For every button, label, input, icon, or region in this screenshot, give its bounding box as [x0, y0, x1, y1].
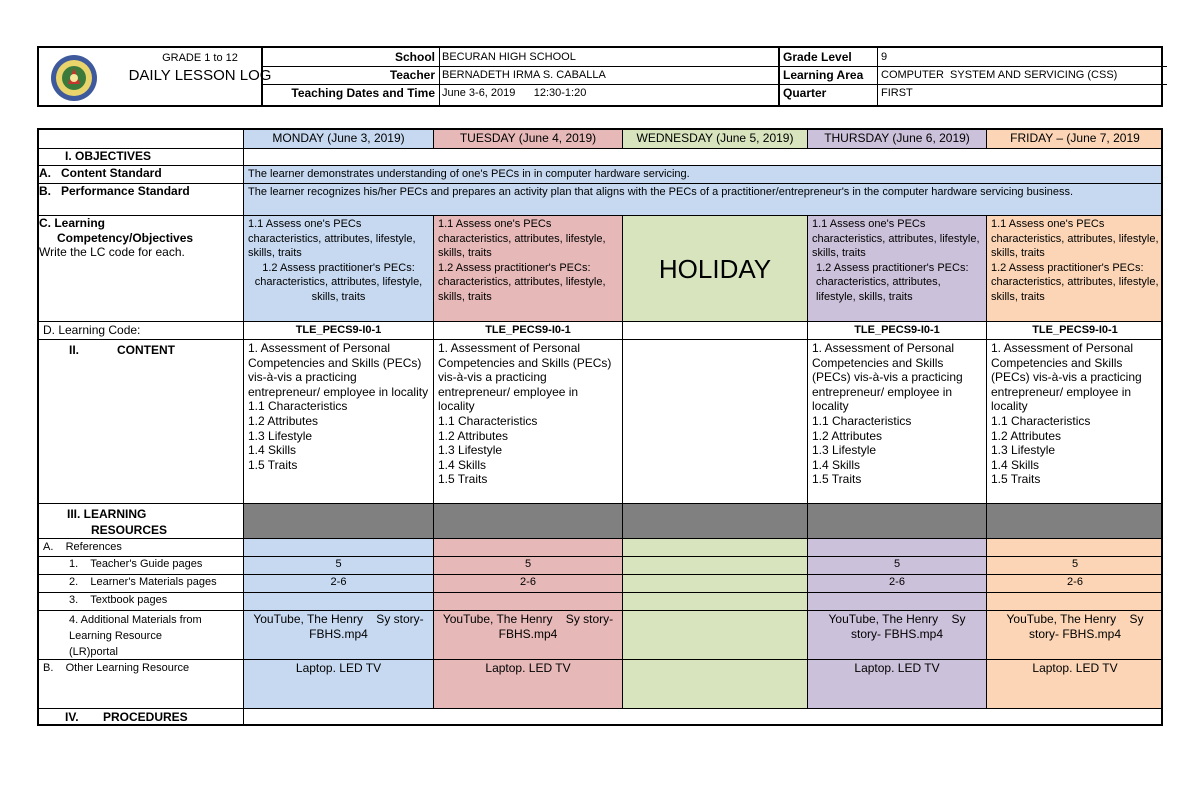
competency-1-1: 1.1 Assess one's PECs characteristics, attributes, lifestyle, skills, traits	[991, 218, 1159, 260]
content-heading-num: II.	[69, 343, 80, 357]
procedures-heading: PROCEDURES	[103, 710, 188, 724]
procedures-heading-cell	[39, 709, 244, 726]
competency-thursday	[808, 216, 987, 322]
other-resource-thursday: Laptop. LED TV	[808, 660, 987, 709]
learning-code-label: D. Learning Code:	[39, 322, 244, 340]
resources-heading-line1: III. LEARNING	[67, 507, 147, 521]
references-label: A. References	[39, 539, 244, 557]
teaching-dates-label: Teaching Dates and Time	[291, 86, 435, 100]
content-line: 1.1 Characteristics	[812, 413, 912, 428]
additional-materials-friday: YouTube, The Henry Sy story- FBHS.mp4	[987, 611, 1163, 660]
procedures-blank	[244, 709, 1163, 726]
grade-level-label: Grade Level	[783, 50, 852, 64]
competency-1-1: 1.1 Assess one's PECs characteristics, attributes, lifestyle, skills, traits	[248, 218, 416, 260]
content-heading-cell	[39, 340, 244, 504]
competency-wednesday	[623, 216, 808, 322]
content-line: 1.3 Lifestyle	[991, 443, 1056, 458]
day-header-tuesday: TUESDAY (June 4, 2019)	[434, 130, 623, 149]
learning-area-value: COMPUTER SYSTEM AND SERVICING (CSS)	[881, 69, 1118, 81]
competency-tuesday	[434, 216, 623, 322]
learners-materials-friday: 2-6	[987, 575, 1163, 593]
teacher-value: BERNADETH IRMA S. CABALLA	[442, 69, 606, 81]
day-header-friday: FRIDAY – (June 7, 2019	[987, 130, 1163, 149]
learners-materials-label: 2. Learner's Materials pages	[39, 575, 244, 593]
corner-cell	[39, 130, 244, 149]
additional-materials-wednesday	[623, 611, 808, 660]
teachers-guide-tuesday: 5	[434, 557, 623, 575]
competency-1-2: 1.2 Assess practitioner's PECs: characteristics, attributes, lifestyle, skills, traits	[438, 261, 606, 303]
learning-code-thursday: TLE_PECS9-I0-1	[808, 322, 987, 340]
additional-materials-thursday: YouTube, The Henry Sy story- FBHS.mp4	[808, 611, 987, 660]
log-title: DAILY LESSON LOG	[128, 67, 272, 84]
competency-label-line1: C. Learning	[39, 216, 106, 230]
content-line: 1.5 Traits	[991, 472, 1041, 487]
learning-code-monday: TLE_PECS9-I0-1	[244, 322, 434, 340]
resources-gray-friday	[987, 504, 1163, 539]
learning-code-friday: TLE_PECS9-I0-1	[987, 322, 1163, 340]
references-tuesday	[434, 539, 623, 557]
content-standard-value: The learner demonstrates understanding of one's PECs in in computer hardware servicing.	[244, 166, 1163, 184]
learners-materials-tuesday: 2-6	[434, 575, 623, 593]
additional-materials-monday: YouTube, The Henry Sy story- FBHS.mp4	[244, 611, 434, 660]
content-line: 1.5 Traits	[248, 457, 298, 472]
quarter-label: Quarter	[783, 86, 827, 100]
day-header-monday: MONDAY (June 3, 2019)	[244, 130, 434, 149]
references-wednesday	[623, 539, 808, 557]
holiday-label: HOLIDAY	[658, 253, 772, 284]
teachers-guide-label: 1. Teacher's Guide pages	[39, 557, 244, 575]
header-info-grid	[261, 48, 1167, 105]
content-thursday	[808, 340, 987, 504]
content-monday	[244, 340, 434, 504]
content-line: 1.2 Attributes	[812, 428, 883, 443]
content-wednesday	[623, 340, 808, 504]
content-standard-label: A. Content Standard	[39, 166, 244, 184]
competency-1-1: 1.1 Assess one's PECs characteristics, attributes, lifestyle, skills, traits	[438, 218, 606, 260]
lesson-log-table	[37, 128, 1163, 726]
competency-1-2: 1.2 Assess practitioner's PECs: characteristics, attributes, lifestyle, skills, traits	[816, 261, 969, 303]
content-tuesday	[434, 340, 623, 504]
additional-materials-tuesday: YouTube, The Henry Sy story- FBHS.mp4	[434, 611, 623, 660]
textbook-tuesday	[434, 593, 623, 611]
teachers-guide-wednesday	[623, 557, 808, 575]
content-heading: CONTENT	[117, 343, 175, 357]
content-line: 1.2 Attributes	[991, 428, 1062, 443]
teachers-guide-monday: 5	[244, 557, 434, 575]
teacher-label: Teacher	[389, 68, 435, 82]
content-line: 1.4 Skills	[248, 443, 297, 458]
content-line: 1.4 Skills	[991, 457, 1040, 472]
day-header-thursday: THURSDAY (June 6, 2019)	[808, 130, 987, 149]
other-resource-wednesday	[623, 660, 808, 709]
competency-monday	[244, 216, 434, 322]
textbook-thursday	[808, 593, 987, 611]
learning-code-tuesday: TLE_PECS9-I0-1	[434, 322, 623, 340]
resources-heading-cell	[39, 504, 244, 539]
references-thursday	[808, 539, 987, 557]
content-line: 1. Assessment of Personal Competencies and Skills (PECs) vis-à-vis a practicing entrepreneur/ employee in locality	[991, 341, 1142, 414]
content-line: 1. Assessment of Personal Competencies and Skills (PECs) vis-à-vis a practicing entrepreneur/ employee in locality	[812, 341, 963, 414]
references-monday	[244, 539, 434, 557]
day-header-wednesday: WEDNESDAY (June 5, 2019)	[623, 130, 808, 149]
references-friday	[987, 539, 1163, 557]
textbook-friday	[987, 593, 1163, 611]
content-friday	[987, 340, 1163, 504]
content-line: 1.5 Traits	[438, 472, 488, 487]
content-line: 1.5 Traits	[812, 472, 862, 487]
grade-level-value: 9	[881, 51, 888, 63]
resources-gray-tuesday	[434, 504, 623, 539]
learners-materials-wednesday	[623, 575, 808, 593]
header-table	[37, 46, 1163, 107]
competency-friday	[987, 216, 1163, 322]
content-line: 1.1 Characteristics	[991, 413, 1091, 428]
other-resource-label: B. Other Learning Resource	[39, 660, 244, 709]
deped-seal-icon	[49, 54, 99, 102]
content-line: 1.1 Characteristics	[248, 399, 348, 414]
school-label: School	[394, 50, 435, 64]
competency-label-line3: Write the LC code for each.	[39, 245, 185, 260]
resources-heading-line2: RESOURCES	[91, 523, 168, 537]
learning-code-wednesday	[623, 322, 808, 340]
textbook-monday	[244, 593, 434, 611]
textbook-label: 3. Textbook pages	[39, 593, 244, 611]
additional-materials-label: 4. Additional Materials from Learning Resource (LR)portal	[39, 611, 244, 660]
objectives-heading: I. OBJECTIVES	[39, 149, 244, 166]
competency-label-line2: Competency/Objectives	[57, 230, 194, 245]
content-line: 1. Assessment of Personal Competencies and Skills (PECs) vis-à-vis a practicing entrepreneur/ employee in locality	[438, 341, 612, 414]
competency-label-cell	[39, 216, 244, 322]
performance-standard-value: The learner recognizes his/her PECs and prepares an activity plan that aligns with the PECs of a practitioner/entrepreneur's in the computer hardware servicing business.	[244, 184, 1163, 216]
content-line: 1.3 Lifestyle	[248, 428, 313, 443]
other-resource-monday: Laptop. LED TV	[244, 660, 434, 709]
teaching-dates-value: June 3-6, 2019 12:30-1:20	[442, 87, 587, 99]
competency-1-2: 1.2 Assess practitioner's PECs: characteristics, attributes, lifestyle, skills, traits	[254, 261, 423, 303]
quarter-value: FIRST	[881, 87, 913, 99]
resources-gray-thursday	[808, 504, 987, 539]
content-line: 1.3 Lifestyle	[812, 443, 877, 458]
textbook-wednesday	[623, 593, 808, 611]
objectives-blank	[244, 149, 1163, 166]
teachers-guide-friday: 5	[987, 557, 1163, 575]
content-line: 1.3 Lifestyle	[438, 443, 503, 458]
content-line: 1.4 Skills	[812, 457, 861, 472]
competency-1-2: 1.2 Assess practitioner's PECs: characteristics, attributes, lifestyle, skills, traits	[991, 261, 1159, 303]
school-value: BECURAN HIGH SCHOOL	[442, 51, 576, 63]
content-line: 1. Assessment of Personal Competencies and Skills (PECs) vis-à-vis a practicing entrepreneur/ employee in locality	[248, 341, 429, 399]
learners-materials-monday: 2-6	[244, 575, 434, 593]
procedures-heading-num: IV.	[65, 710, 79, 724]
learning-area-label: Learning Area	[783, 68, 864, 82]
learners-materials-thursday: 2-6	[808, 575, 987, 593]
performance-standard-label: B. Performance Standard	[39, 184, 244, 216]
other-resource-friday: Laptop. LED TV	[987, 660, 1163, 709]
other-resource-tuesday: Laptop. LED TV	[434, 660, 623, 709]
content-line: 1.2 Attributes	[438, 428, 509, 443]
resources-gray-monday	[244, 504, 434, 539]
content-line: 1.4 Skills	[438, 457, 487, 472]
grade-range: GRADE 1 to 12	[162, 52, 238, 64]
resources-gray-wednesday	[623, 504, 808, 539]
competency-1-1: 1.1 Assess one's PECs characteristics, attributes, lifestyle, skills, traits	[812, 218, 980, 260]
content-line: 1.2 Attributes	[248, 413, 319, 428]
teachers-guide-thursday: 5	[808, 557, 987, 575]
content-line: 1.1 Characteristics	[438, 413, 538, 428]
